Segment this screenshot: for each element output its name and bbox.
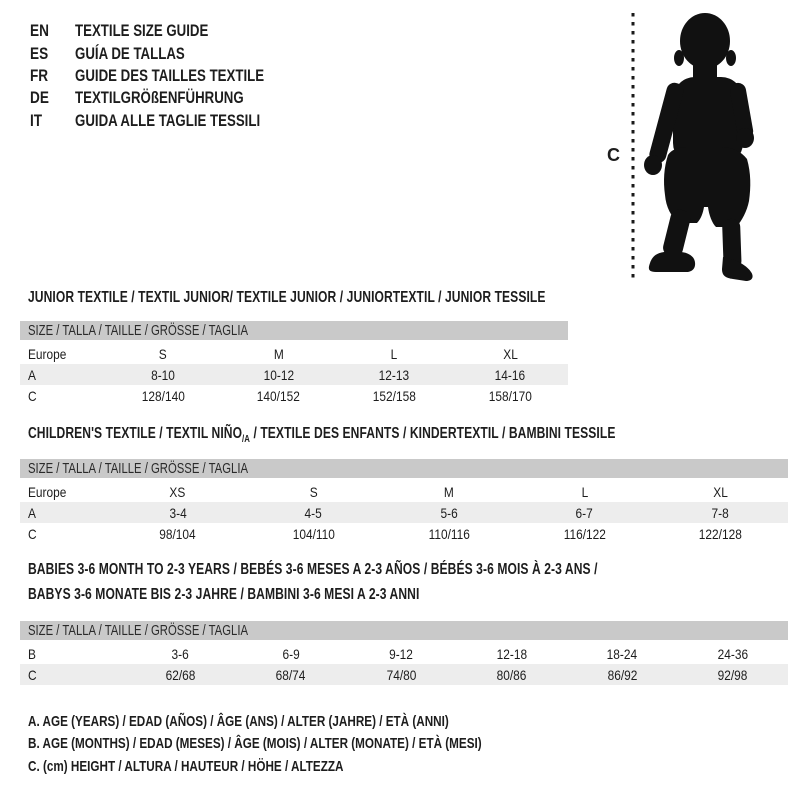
row-label: C bbox=[28, 525, 37, 542]
nino-a-subscript: /A bbox=[242, 434, 251, 446]
age-cell: 8-10 bbox=[150, 366, 175, 383]
footnote-b: B. AGE (MONTHS) / EDAD (MESES) / ÂGE (MOIS) / ALTER (MONATE) / ETÀ (MESI) bbox=[28, 735, 482, 753]
row-label: Europe bbox=[28, 345, 67, 362]
language-row-de bbox=[30, 87, 317, 109]
language-title: GUÍA DE TALLAS bbox=[75, 43, 185, 63]
height-cell: 68/74 bbox=[275, 666, 306, 683]
language-row-fr bbox=[30, 65, 317, 87]
height-cell: 104/110 bbox=[292, 525, 335, 542]
language-title: TEXTILE SIZE GUIDE bbox=[75, 21, 209, 41]
height-cell: 62/68 bbox=[165, 666, 196, 683]
age-cell: 5-6 bbox=[440, 504, 458, 521]
footnote-c: C. (cm) HEIGHT / ALTURA / HAUTEUR / HÖHE / ALTEZZA bbox=[28, 757, 344, 775]
table-row bbox=[20, 385, 568, 406]
language-title-list bbox=[30, 20, 317, 132]
row-label: A bbox=[28, 504, 36, 521]
language-code: ES bbox=[30, 43, 49, 63]
table-row bbox=[20, 664, 788, 685]
table-row bbox=[20, 481, 788, 502]
table-row bbox=[20, 523, 788, 544]
language-code: IT bbox=[30, 110, 43, 130]
age-cell: 10-12 bbox=[263, 366, 294, 383]
age-cell: 6-7 bbox=[575, 504, 594, 521]
age-cell: 4-5 bbox=[304, 504, 322, 521]
junior-size-table bbox=[20, 321, 568, 406]
language-title: GUIDA ALLE TAGLIE TESSILI bbox=[75, 110, 261, 130]
height-measure-label: C bbox=[607, 145, 620, 165]
footnote-a: A. AGE (YEARS) / EDAD (AÑOS) / ÂGE (ANS) / ALTER (JAHRE) / ETÀ (ANNI) bbox=[28, 712, 449, 730]
size-cell: L bbox=[581, 483, 588, 500]
row-label: A bbox=[28, 366, 36, 383]
language-row-it bbox=[30, 110, 317, 132]
footnote-list bbox=[28, 710, 610, 778]
table-row bbox=[20, 502, 788, 523]
age-months-cell: 18-24 bbox=[607, 645, 638, 662]
age-months-cell: 9-12 bbox=[389, 645, 414, 662]
figure-area bbox=[600, 5, 800, 295]
toddler-silhouette bbox=[644, 13, 754, 281]
age-months-cell: 24-36 bbox=[717, 645, 748, 662]
language-code: FR bbox=[30, 65, 49, 85]
height-cell: 98/104 bbox=[159, 525, 196, 542]
language-code: EN bbox=[30, 21, 49, 41]
junior-table-title: JUNIOR TEXTILE / TEXTIL JUNIOR/ TEXTILE JUNIOR / JUNIORTEXTIL / JUNIOR TESSILE bbox=[28, 289, 546, 306]
row-label: B bbox=[28, 645, 36, 662]
age-months-cell: 3-6 bbox=[171, 645, 189, 662]
size-header-text: SIZE / TALLA / TAILLE / GRÖSSE / TAGLIA bbox=[28, 322, 249, 339]
height-cell: 122/128 bbox=[698, 525, 742, 542]
row-label: C bbox=[28, 387, 37, 404]
height-cell: 140/152 bbox=[257, 387, 301, 404]
height-cell: 110/116 bbox=[428, 525, 470, 542]
babies-table-title-line1: BABIES 3-6 MONTH TO 2-3 YEARS / BEBÉS 3-6 MESES A 2-3 AÑOS / BÉBÉS 3-6 MOIS À 2-3 ANS / bbox=[28, 561, 598, 578]
size-cell: XS bbox=[169, 483, 186, 500]
size-cell: XL bbox=[502, 345, 518, 362]
size-header-bar bbox=[20, 459, 788, 478]
size-header-text: SIZE / TALLA / TAILLE / GRÖSSE / TAGLIA bbox=[28, 622, 249, 639]
height-cell: 80/86 bbox=[496, 666, 527, 683]
height-cell: 152/158 bbox=[372, 387, 416, 404]
row-label: C bbox=[28, 666, 37, 683]
language-row-en bbox=[30, 20, 317, 42]
babies-table-title-line2: BABYS 3-6 MONATE BIS 2-3 JAHRE / BAMBINI 3-6 MESI A 2-3 ANNI bbox=[28, 586, 420, 603]
table-row bbox=[20, 343, 568, 364]
height-cell: 158/170 bbox=[488, 387, 532, 404]
language-title: TEXTILGRÖßENFÜHRUNG bbox=[75, 88, 244, 108]
height-cell: 74/80 bbox=[386, 666, 417, 683]
children-table-title: CHILDREN'S TEXTILE / TEXTIL $NIÑO_{/A}$ / TEXTILE DES ENFANTS / KINDERTEXTIL / BAMBINI TESSILE bbox=[28, 425, 616, 446]
age-months-cell: 6-9 bbox=[282, 645, 300, 662]
size-header-bar bbox=[20, 321, 568, 340]
size-cell: L bbox=[391, 345, 398, 362]
height-cell: 116/122 bbox=[563, 525, 606, 542]
age-months-cell: 12-18 bbox=[496, 645, 527, 662]
size-cell: XL bbox=[712, 483, 728, 500]
height-cell: 86/92 bbox=[607, 666, 638, 683]
children-size-table bbox=[20, 459, 788, 544]
age-cell: 12-13 bbox=[379, 366, 410, 383]
babies-size-table bbox=[20, 621, 788, 685]
language-row-es bbox=[30, 42, 317, 64]
height-cell: 128/140 bbox=[141, 387, 185, 404]
language-code: DE bbox=[30, 88, 49, 108]
row-label: Europe bbox=[28, 483, 67, 500]
height-cell: 92/98 bbox=[717, 666, 748, 683]
language-title: GUIDE DES TAILLES TEXTILE bbox=[75, 65, 265, 85]
toddler-silhouette-icon bbox=[600, 5, 800, 295]
size-cell: M bbox=[444, 483, 454, 500]
size-cell: M bbox=[273, 345, 284, 362]
age-cell: 7-8 bbox=[711, 504, 729, 521]
table-row bbox=[20, 364, 568, 385]
size-cell: S bbox=[309, 483, 318, 500]
size-cell: S bbox=[158, 345, 167, 362]
size-header-bar bbox=[20, 621, 788, 640]
table-row bbox=[20, 643, 788, 664]
size-header-text: SIZE / TALLA / TAILLE / GRÖSSE / TAGLIA bbox=[28, 460, 249, 477]
age-cell: 3-4 bbox=[169, 504, 187, 521]
age-cell: 14-16 bbox=[494, 366, 526, 383]
